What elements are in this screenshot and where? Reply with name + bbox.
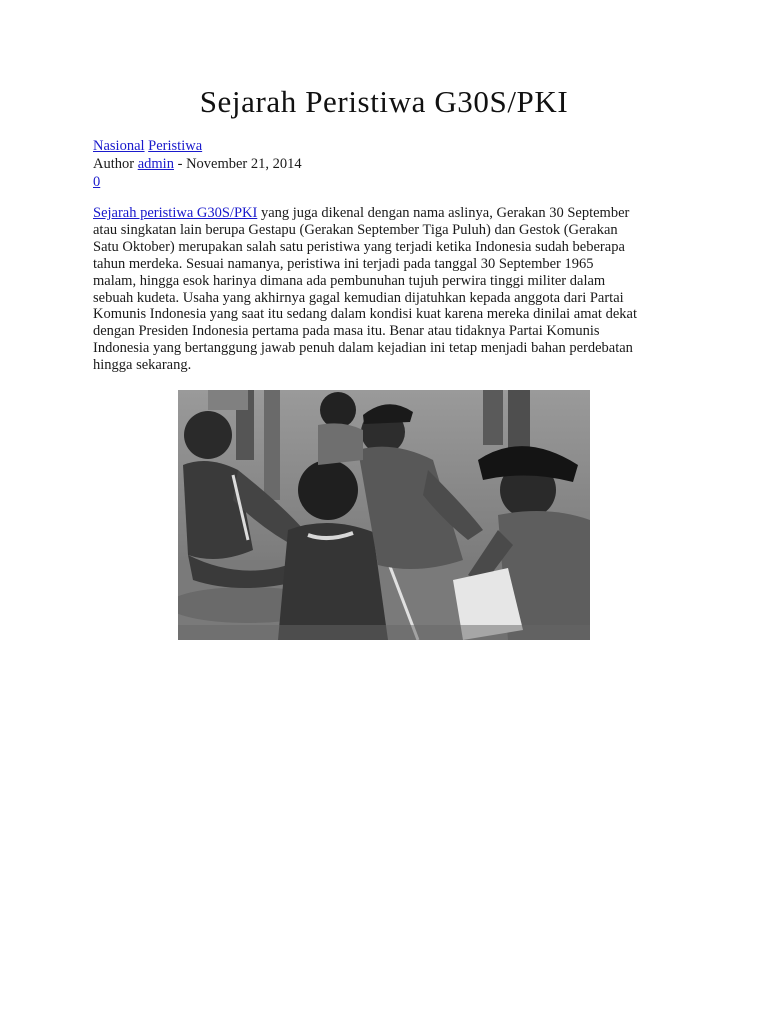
historical-photo: [178, 390, 590, 640]
category-links: [93, 137, 302, 155]
article-meta: [93, 137, 302, 191]
photo-illustration: [178, 390, 590, 640]
body-line: Komunis Indonesia yang saat itu sedang dalam kondisi kuat karena mereka dinilai amat dekat: [93, 306, 637, 323]
date-separator: -: [177, 156, 183, 172]
comments-count-link[interactable]: 0: [93, 174, 101, 190]
byline: [93, 155, 302, 173]
body-line-text: yang juga dikenal dengan nama aslinya, Gerakan 30 September: [257, 205, 630, 221]
body-line: dengan Presiden Indonesia pertama pada masa itu. Benar atau tidaknya Partai Komunis: [93, 323, 600, 340]
body-line: atau singkatan lain berupa Gestapu (Gerakan September Tiga Puluh) dan Gestok (Gerakan: [93, 221, 618, 238]
author-link[interactable]: admin: [137, 156, 174, 172]
body-line: tahun merdeka. Sesuai namanya, peristiwa ini terjadi pada tanggal 30 September 1965: [93, 255, 594, 272]
category-link-peristiwa[interactable]: Peristiwa: [148, 138, 203, 154]
body-line: malam, hingga esok harinya dimana ada pembunuhan tujuh perwira tinggi militer dalam: [93, 272, 606, 289]
article-body: [93, 205, 683, 374]
comments-line: [93, 173, 302, 191]
body-line: Indonesia yang bertanggung jawab penuh dalam kejadian ini tetap menjadi bahan perdebatan: [93, 340, 633, 357]
article-title-link[interactable]: Sejarah peristiwa G30S/PKI: [93, 205, 258, 221]
body-line: hingga sekarang.: [93, 357, 192, 374]
author-prefix: Author: [93, 156, 135, 172]
category-link-nasional[interactable]: Nasional: [93, 138, 145, 154]
body-line: sebuah kudeta. Usaha yang akhirnya gagal kemudian dijatuhkan kepada anggota dari Partai: [93, 289, 624, 306]
body-line: Satu Oktober) merupakan salah satu peristiwa yang terjadi ketika Indonesia sudah beberapa: [93, 238, 625, 255]
body-line: [93, 205, 683, 222]
publish-date: November 21, 2014: [186, 156, 302, 172]
page-title: Sejarah Peristiwa G30S/PKI: [199, 84, 569, 119]
